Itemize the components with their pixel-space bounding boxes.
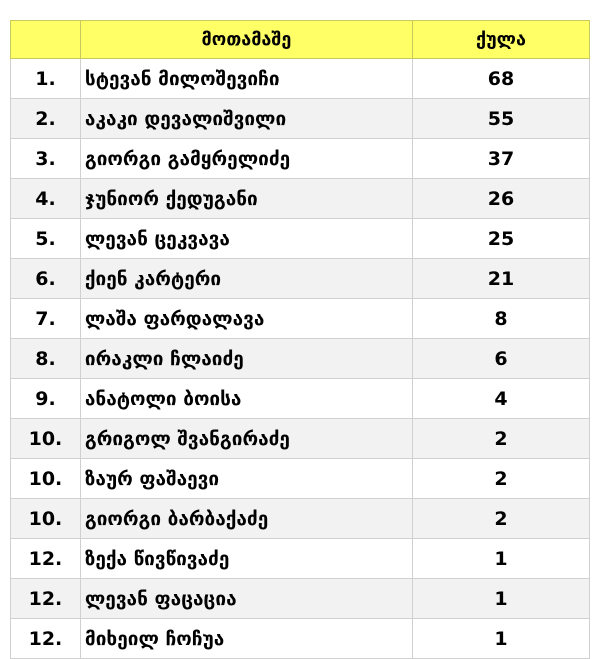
table-row [11,99,590,139]
cell-goals: 21 [412,259,589,299]
cell-rank: 10. [11,419,81,459]
cell-player: მიხეილ ჩოჩუა [80,619,412,659]
table-row [11,139,590,179]
table-row [11,579,590,619]
table-row [11,419,590,459]
cell-player: აკაკი დევალიშვილი [80,99,412,139]
cell-player: ზექა წივწივაძე [80,539,412,579]
cell-goals: 25 [412,219,589,259]
cell-rank: 5. [11,219,81,259]
table-row [11,619,590,659]
cell-rank: 10. [11,459,81,499]
column-header-player: მოთამაშე [80,21,412,59]
table-header [11,21,590,59]
table-row [11,339,590,379]
cell-goals: 1 [412,539,589,579]
cell-goals: 68 [412,59,589,99]
cell-rank: 12. [11,579,81,619]
cell-player: ლაშა ფარდალავა [80,299,412,339]
cell-player: გიორგი გამყრელიძე [80,139,412,179]
table-row [11,259,590,299]
cell-goals: 2 [412,419,589,459]
table-row [11,299,590,339]
cell-player: ლევან ფაცაცია [80,579,412,619]
cell-player: ლევან ცეკვავა [80,219,412,259]
table-row [11,499,590,539]
cell-goals: 37 [412,139,589,179]
table-row [11,539,590,579]
cell-rank: 10. [11,499,81,539]
top-scorers-table [10,20,590,659]
cell-rank: 8. [11,339,81,379]
table-row [11,59,590,99]
cell-rank: 9. [11,379,81,419]
cell-rank: 3. [11,139,81,179]
cell-rank: 1. [11,59,81,99]
table-row [11,179,590,219]
table-body [11,59,590,659]
cell-goals: 8 [412,299,589,339]
column-header-goals: ქულა [412,21,589,59]
cell-goals: 1 [412,579,589,619]
cell-player: ანატოლი ბოისა [80,379,412,419]
column-header-rank [11,21,81,59]
header-row [11,21,590,59]
table-row [11,459,590,499]
cell-player: ზაურ ფაშაევი [80,459,412,499]
cell-goals: 1 [412,619,589,659]
cell-goals: 55 [412,99,589,139]
table-row [11,379,590,419]
cell-player: სტევან მილოშევიჩი [80,59,412,99]
cell-goals: 2 [412,459,589,499]
cell-player: გრიგოლ შვანგირაძე [80,419,412,459]
cell-rank: 6. [11,259,81,299]
cell-goals: 6 [412,339,589,379]
cell-goals: 2 [412,499,589,539]
cell-goals: 4 [412,379,589,419]
cell-rank: 12. [11,619,81,659]
cell-rank: 7. [11,299,81,339]
cell-player: ქიენ კარტერი [80,259,412,299]
cell-rank: 12. [11,539,81,579]
cell-player: გიორგი ბარბაქაძე [80,499,412,539]
cell-rank: 4. [11,179,81,219]
cell-rank: 2. [11,99,81,139]
cell-goals: 26 [412,179,589,219]
cell-player: ირაკლი ჩლაიძე [80,339,412,379]
cell-player: ჯუნიორ ქედუგანი [80,179,412,219]
table-row [11,219,590,259]
